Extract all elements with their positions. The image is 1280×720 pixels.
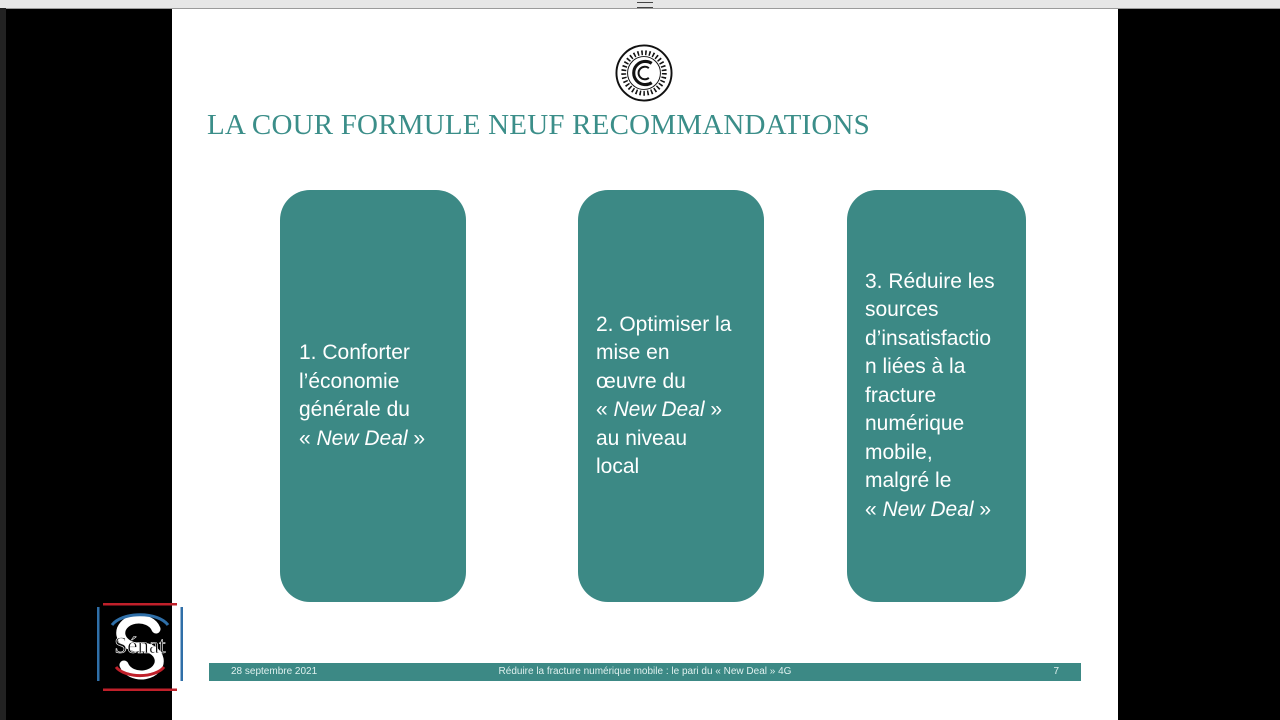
senat-logo-icon xyxy=(96,603,184,691)
cour-des-comptes-seal-icon xyxy=(615,44,673,102)
page-number: 7 xyxy=(1053,666,1059,677)
recommendation-text: 3. Réduire les sources d’insatisfactio n liées à la fracture numérique mobile, malgré le « New Deal » xyxy=(865,269,995,521)
footer-caption: Réduire la fracture numérique mobile : le pari du « New Deal » 4G xyxy=(498,666,792,677)
recommendation-text: 2. Optimiser la mise en œuvre du « New Deal » au niveau local xyxy=(596,312,732,478)
senat-logo-text: Sénat xyxy=(114,633,166,658)
recommendation-text: 1. Conforter l’économie générale du « New Deal » xyxy=(299,341,426,450)
footer-date: 28 septembre 2021 xyxy=(231,666,318,677)
window-top-bar xyxy=(0,0,1280,9)
presentation-slide xyxy=(172,9,1118,720)
slide-title: LA COUR FORMULE NEUF RECOMMANDATIONS xyxy=(207,109,870,141)
recommendation-card-2 xyxy=(578,190,764,602)
drag-handle[interactable] xyxy=(637,2,653,8)
slide-footer xyxy=(209,663,1081,681)
recommendation-card-1 xyxy=(280,190,466,602)
recommendation-card-3 xyxy=(847,190,1026,602)
window-left-edge xyxy=(0,8,6,720)
